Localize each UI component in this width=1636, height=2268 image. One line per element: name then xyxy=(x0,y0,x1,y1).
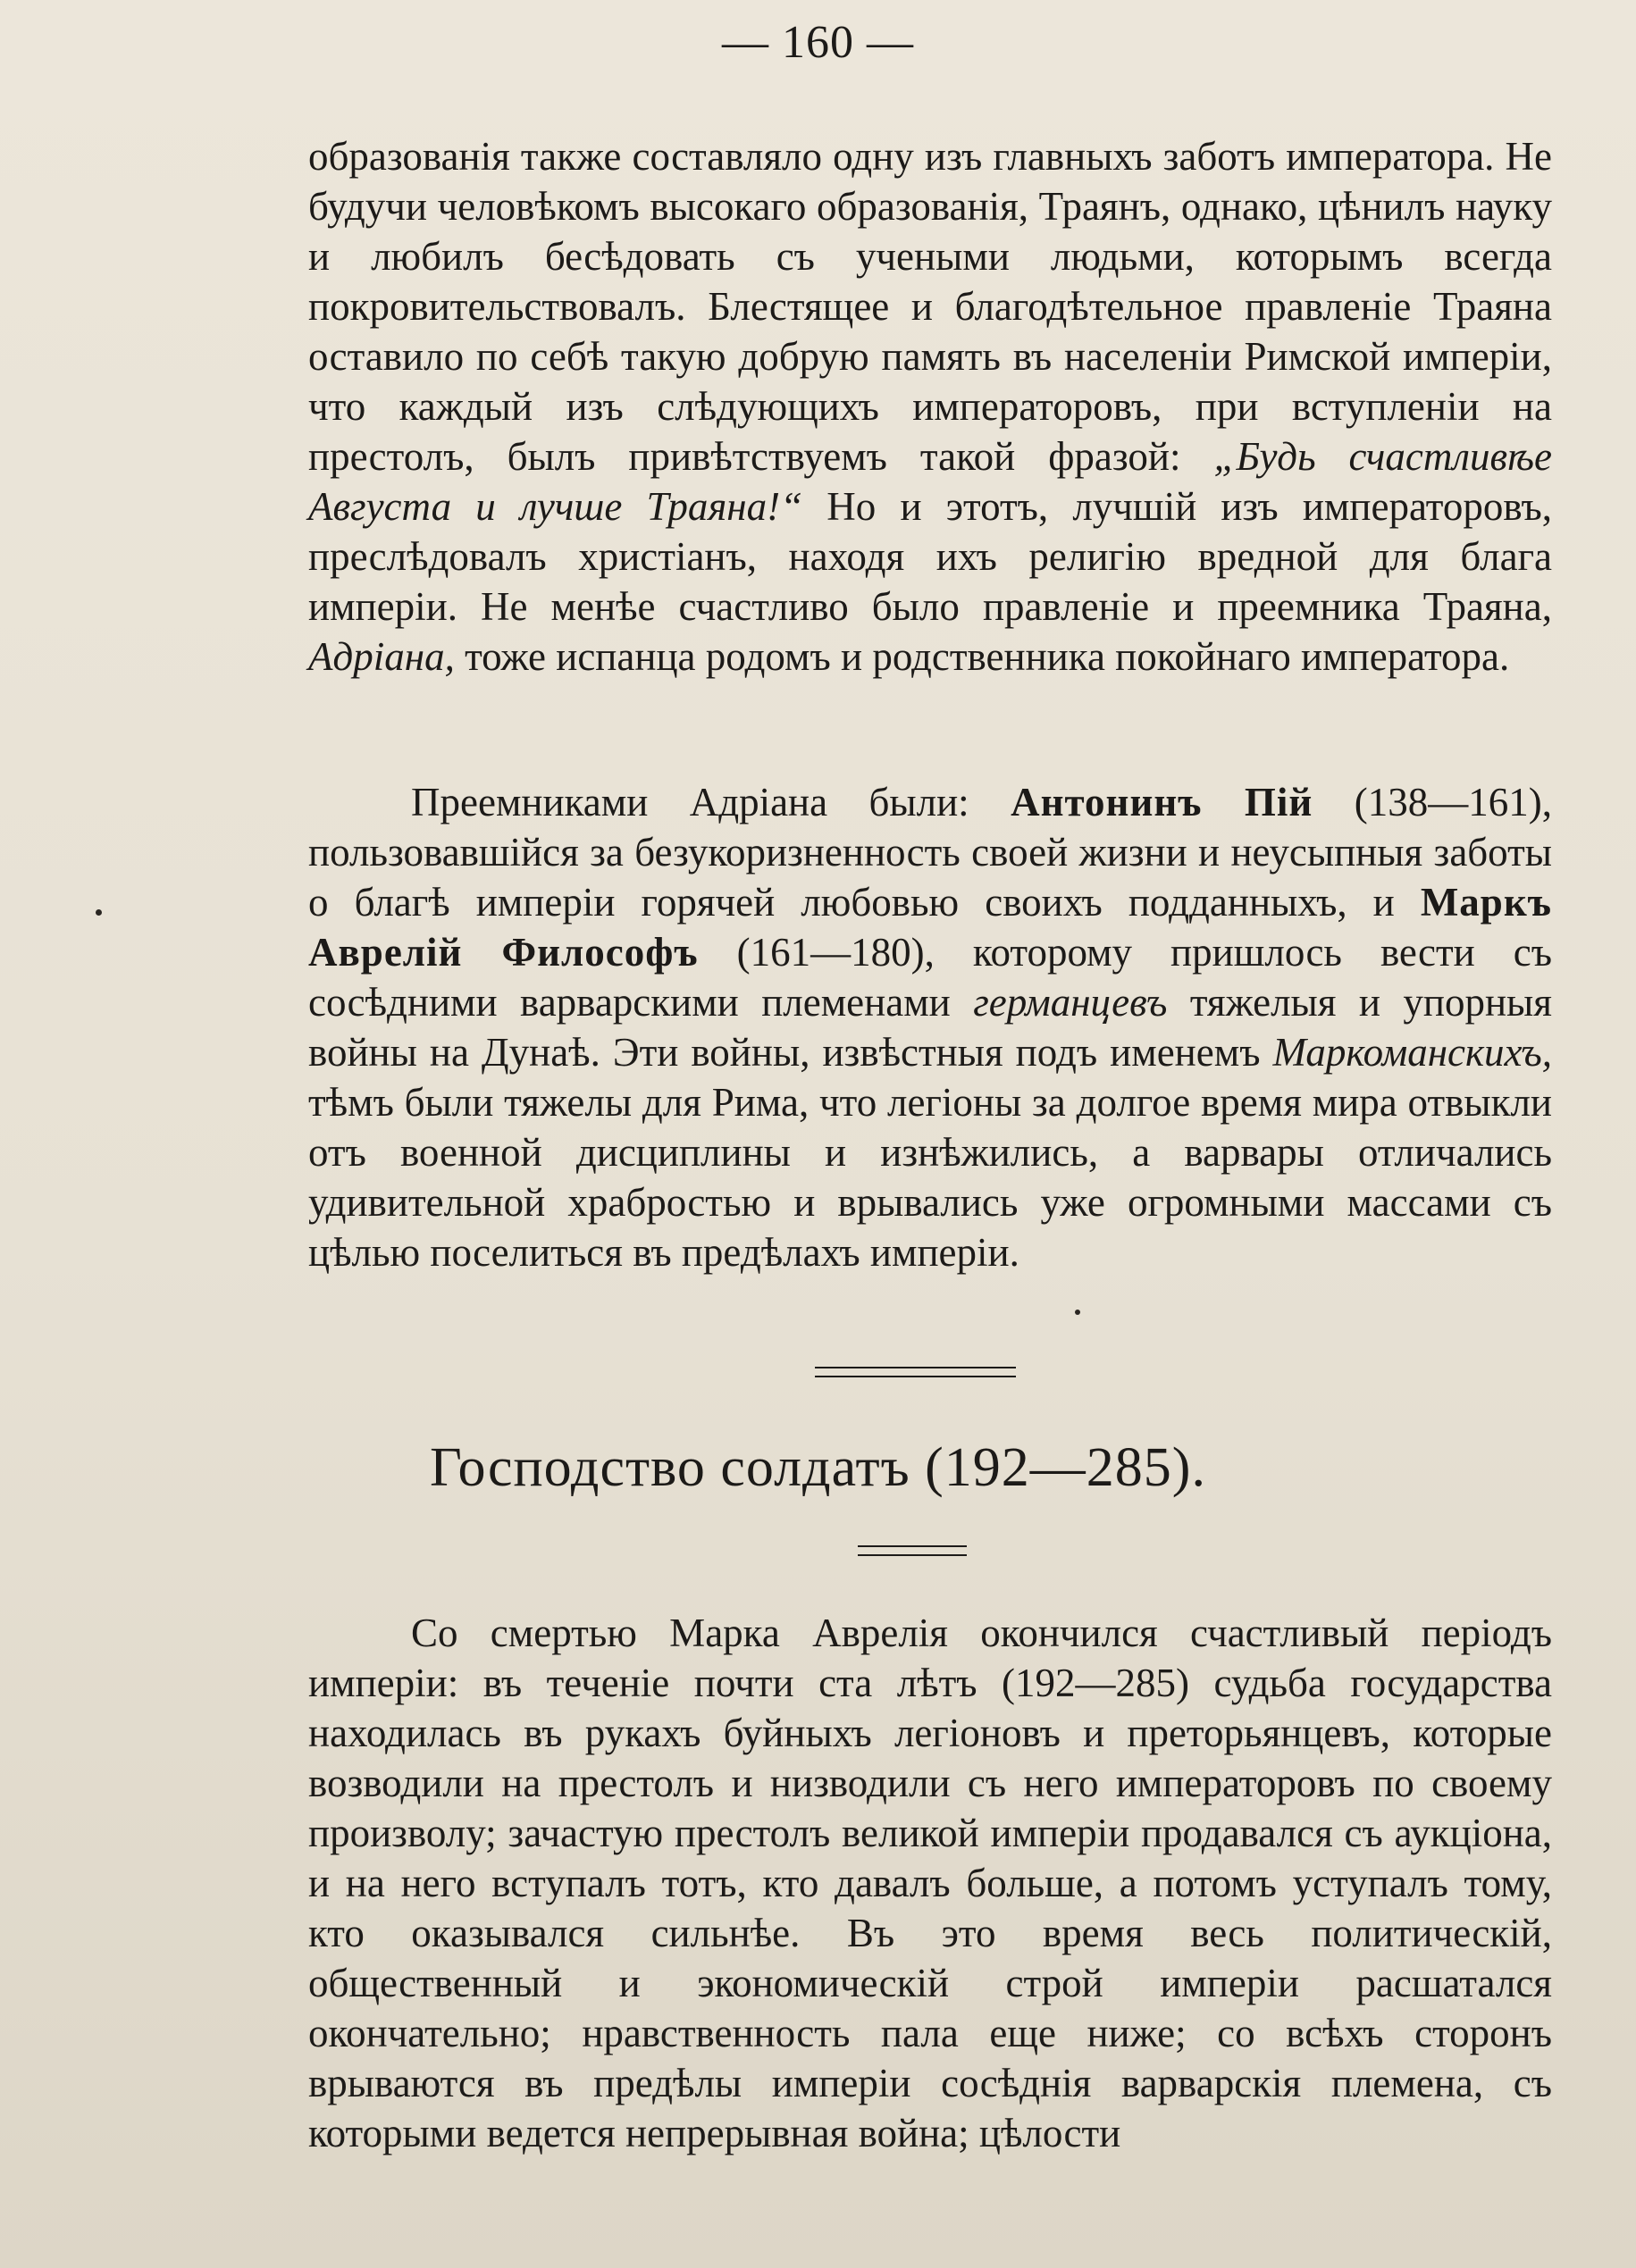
paragraph-trajan-text xyxy=(308,131,1552,682)
page-number: — 160 — xyxy=(722,17,914,68)
text-run: тяжелыя и упорныя войны на Дунаѣ. Эти войны, извѣстныя подъ именемъ xyxy=(308,980,1552,1075)
paragraph-trajan xyxy=(308,131,1552,682)
text-run: (161—180), которому пришлось вести съ сосѣдними варварскими племенами xyxy=(308,930,1552,1025)
paragraph-soldiers xyxy=(308,1608,1552,2158)
text-run: тоже испанца родомъ и родственника покойнаго императора. xyxy=(454,634,1510,679)
text-run: Но и этотъ, лучшій изъ императоровъ, преслѣдовалъ христіанъ, находя ихъ религію вредной для блага имперіи. Не менѣе счастливо было правленіе и преемника Траяна, xyxy=(308,484,1552,629)
section-divider xyxy=(815,1367,1016,1377)
paragraph-successors-text xyxy=(308,777,1552,1277)
heading-underline xyxy=(858,1545,967,1556)
trajan-quote: „Будь счастливѣе Августа и лучше Траяна!“ xyxy=(308,434,1552,529)
text-run: тѣмъ были тяжелы для Рима, что легіоны за долгое время мира отвыкли отъ военной дисциплины и изнѣжились, а варвары отличались удивительной храбростью и врывались уже огромными массами съ цѣлью поселиться въ предѣлахъ имперіи. xyxy=(308,1080,1552,1275)
antoninus-name: Антонинъ Пій xyxy=(1011,780,1313,824)
section-heading: Господство солдатъ (192—285). xyxy=(430,1437,1206,1498)
ink-speck xyxy=(1075,1310,1080,1315)
hadrian-name: Адріана, xyxy=(308,634,455,679)
marcus-name: Маркъ Аврелій Философъ xyxy=(308,880,1552,975)
text-run: образованія также составляло одну изъ главныхъ заботъ императора. Не будучи человѣкомъ высокаго образованія, Траянъ, однако, цѣнилъ науку и любилъ бесѣдовать съ учеными людьми, которымъ всегда покровительствовалъ. Блестящее и благодѣтельное правленіе Траяна оставило по себѣ такую добрую память въ населеніи Римской имперіи, что каждый изъ слѣдующихъ императоровъ, при вступленіи на престолъ, былъ привѣтствуемъ такой фразой: xyxy=(308,134,1552,479)
text-run: (138—161), пользовавшійся за безукоризненность своей жизни и неусыпныя заботы о благѣ имперіи горячей любовью своихъ подданныхъ, и xyxy=(308,780,1552,925)
paragraph-successors xyxy=(308,777,1552,1277)
germans-term: германцевъ xyxy=(973,980,1168,1025)
paragraph-soldiers-text: Со смертью Марка Аврелія окончился счастливый періодъ имперіи: въ теченіе почти ста лѣтъ (192—285) судьба государства находилась въ рукахъ буйныхъ легіоновъ и преторьянцевъ, которые возводили на престолъ и низводили съ него императоровъ по своему произволу; зачастую престолъ великой имперіи продавался съ аукціона, и на него вступалъ тотъ, кто давалъ больше, а потомъ уступалъ тому, кто оказывался сильнѣе. Въ это время весь политическій, общественный и экономическій строй имперіи расшатался окончательно; нравственность пала еще ниже; со всѣхъ сторонъ врываются въ предѣлы имперіи сосѣднія варварскія племена, съ которыми ведется непрерывная война; цѣлости xyxy=(308,1611,1552,2155)
marcomannic-term: Маркоманскихъ, xyxy=(1272,1030,1552,1075)
ink-speck xyxy=(96,909,102,916)
text-run: Преемниками Адріана были: xyxy=(411,780,1011,824)
